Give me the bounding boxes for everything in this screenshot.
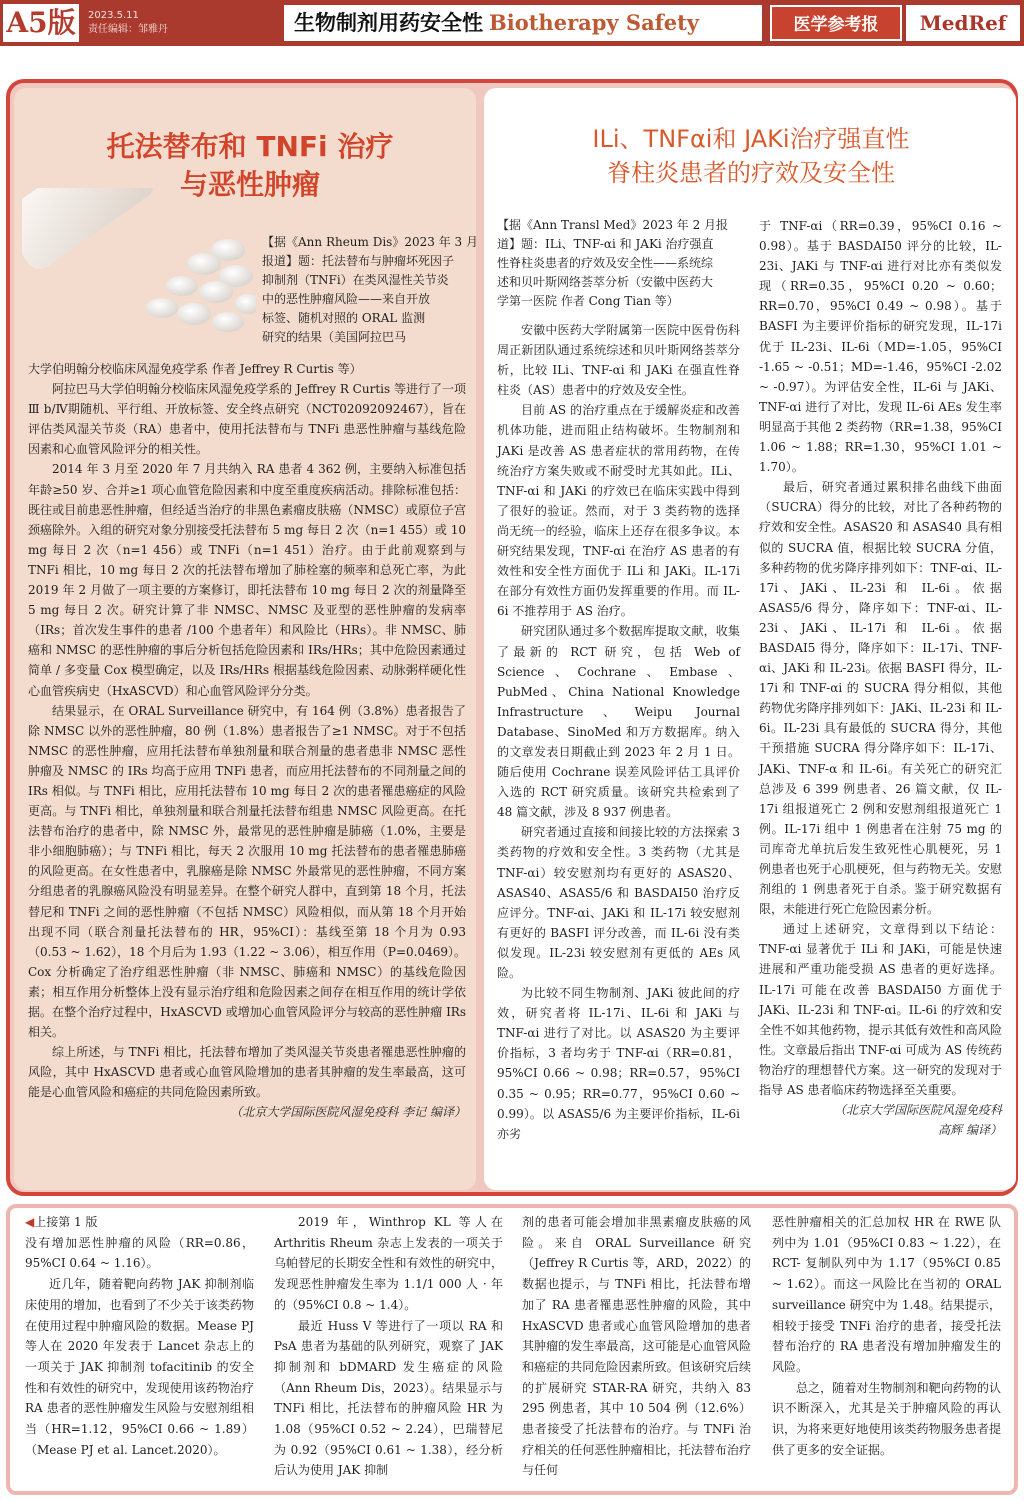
editor-credit: 责任编辑：邹雅丹 [88, 24, 168, 35]
left-title-line: 托法替布和 TNFi 治疗 [106, 130, 394, 163]
paragraph: 没有增加恶性肿瘤的风险（RR=0.86，95%CI 0.64 ~ 1.16）。 [25, 1235, 254, 1271]
continued-column-2 [274, 1212, 503, 1481]
paper-name-en: MedRef [906, 5, 1020, 41]
left-title-line: 与恶性肿瘤 [179, 168, 320, 201]
source-line: 报道】题：托法替布与肿瘤坏死因子 [262, 254, 455, 268]
source-line: 标签、随机对照的 ORAL 监测 [262, 311, 426, 325]
paragraph: 2014 年 3 月至 2020 年 7 月共纳入 RA 患者 4 362 例，主要纳入标准包括年龄≥50 岁、合并≥1 项心血管危险因素和中度至重度疾病活动。排除标准包括：既往或目前患恶性肿瘤，但经适当治疗的非黑色素瘤皮肤癌（NMSC）或原位子宫颈癌除外。入组的研究对象分别接受托法替布 5 mg 每日 2 次（n=1 455）或 10 mg 每日 2 次（n=1 456）或 TNFi（n=1 451）治疗。由于此前观察到与 TNFi 相比，10 mg 每日 2 次的托法替布增加了肺栓塞的频率和总死亡率，为此 2019 年 2 月做了一项主要的方案修订，即托法替布 10 mg 每日 2 次的剂量降至 5 mg 每日 2 次。研究计算了非 NMSC、NMSC 及亚型的恶性肿瘤的发病率（IRs；首次发生事件的患者 /100 个患者年）和风险比（HRs）。非 NMSC、肺癌和 NMSC 的恶性肿瘤的事后分析包括危险因素和 IRs/HRs；其中危险因素通过简单 / 多变量 Cox 模型确定，以及 IRs/HRs 根据基线危险因素、动脉粥样硬化性心血管疾病史（HxASCVD）和心血管风险评分分类。 [28, 462, 466, 698]
right-article-source [497, 216, 737, 311]
paragraph: 为比较不同生物制剂、JAKi 彼此间的疗效，研究者将 IL-17i、IL-6i 和 JAKi 与 TNF-αi 进行了对比。以 ASAS20 为主要评价指标，3 者均劣于 TNF-αi（RR=0.81，95%CI 0.66 ~ 0.98；RR=0.57，95%CI 0.35 ~ 0.95；RR=0.77，95%CI 0.60 ~ 0.99）。以 ASAS5/6 为主要评价指标，IL-6i 亦劣 [497, 986, 740, 1141]
paragraph: 总之，随着对生物制剂和靶向药物的认识不断深入，尤其是关于肿瘤风险的再认识，为将来更好地使用该类药物服务患者提供了更多的安全证据。 [772, 1380, 1001, 1457]
paragraph: 安徽中医药大学附属第一医院中医骨伤科周正新团队通过系统综述和贝叶斯网络荟萃分析，比较 ILi、TNF-αi 和 JAKi 在强直性脊柱炎（AS）患者中的疗效及安全性。 [497, 323, 740, 398]
left-article-body [28, 359, 466, 1123]
paper-name-cn: 医学参考报 [770, 5, 902, 41]
right-article-column-2 [759, 216, 1002, 1140]
paragraph: 近几年，随着靶向药物 JAK 抑制剂临床使用的增加，也看到了不少关于该类药物在使用过程中肿瘤风险的数据。Mease PJ 等人在 2020 年发表于 Lancet 杂志上的一项关于 JAK 抑制剂 tofacitinib 的安全性和有效性的研究中，发现使用该药物治疗 RA 患者的恶性肿瘤发生风险与安慰剂组相当（HR=1.12，95%CI 0.66 ~ 1.89）（Mease PJ et al. Lancet.2020）。 [25, 1277, 254, 1457]
source-line: 中的恶性肿瘤风险——来自开放 [262, 292, 431, 306]
source-line: 【据《Ann Transl Med》2023 年 2 月报 [497, 218, 729, 232]
section-title [284, 5, 762, 41]
source-line: 【据《Ann Rheum Dis》2023 年 3 月 [262, 235, 478, 249]
source-line: 道】题：ILi、TNF-αi 和 JAKi 治疗强直 [497, 237, 714, 251]
translator-signature: （北京大学国际医院风湿免疫科 李记 编译） [230, 1105, 466, 1120]
paragraph: 通过上述研究，文章得到以下结论：TNF-αi 显著优于 ILi 和 JAKi，可能是快速进展和严重功能受损 AS 患者的更好选择。IL-17i 可能在改善 BASDAI50 方面优于 JAKi、IL-23i 和 TNF-αi。IL-6i 的疗效和安全性不如其他药物，提示其低有效性和高风险性。文章最后指出 TNF-αi 可成为 AS 传统药物治疗的理想替代方案。这一研究的发现对于指导 AS 患者临床药物选择至关重要。 [759, 922, 1002, 1098]
paragraph: 目前 AS 的治疗重点在于缓解炎症和改善机体功能，进而阻止结构破坏。生物制剂和 JAKi 是改善 AS 患者症状的常用药物，在传统治疗方案失败或不耐受时尤其如此。ILi、TNF-αi 和 JAKi 的疗效已在临床实践中得到了很好的验证。然而，对于 3 类药物的选择尚无统一的经验，临床上还存在很多争议。本研究结果发现，TNF-αi 在治疗 AS 患者的有效性和安全性方面优于 ILi 和 JAKi。IL-17i 在部分有效性方面仍发挥重要的作用。而 IL-6i 不推荐用于 AS 治疗。 [497, 403, 740, 619]
left-article-title [60, 128, 440, 204]
right-article-title [506, 122, 996, 190]
source-line: 研究的结果（美国阿拉巴马 [262, 330, 407, 344]
continue-label-text: 上接第 1 版 [34, 1215, 98, 1229]
paragraph: 研究团队通过多个数据库提取文献，收集了最新的 RCT 研究，包括 Web of Science、Cochrane、Embase、PubMed、China National Knowledge Infrastructure、Weipu Journal Database、SinoMed 和万方数据库。纳入的文章发表日期截止到 2023 年 2 月 1 日。随后使用 Cochrane 误差风险评估工具评价入选的 RCT 研究质量。该研究共检索到了 48 篇文献，涉及 8 937 例患者。 [497, 624, 740, 820]
pill-bottle-illustration [22, 188, 256, 338]
paragraph: 于 TNF-αi（RR=0.39，95%CI 0.16 ~ 0.98）。基于 BASDAI50 评分的比较，IL-23i、JAKi 与 TNF-αi 进行对比亦有类似发现（RR=0.35，95%CI 0.20 ~ 0.60；RR=0.70，95%CI 0.49 ~ 0.98）。基于 BASFI 为主要评价指标的研究发现，IL-17i 优于 IL-23i、IL-6i（MD=-1.05，95%CI -1.65 ~ -0.51；MD=-1.46，95%CI -2.02 ~ -0.97）。为评估安全性，IL-6i 与 JAKi、TNF-αi 进行了对比，发现 IL-6i AEs 发生率明显高于其他 2 类药物（RR=1.38，95%CI 1.06 ~ 1.88；RR=1.30，95%CI 1.01 ~ 1.70）。 [759, 219, 1002, 475]
paragraph: 研究者通过直接和间接比较的方法探索 3 类药物的疗效和安全性。3 类药物（尤其是 TNF-αi）较安慰剂均有更好的 ASAS20、ASAS40、ASAS5/6 和 BASDAI50 治疗反应评分。TNF-αi、JAKi 和 IL-17i 较安慰剂有更好的 BASFI 评分改善，而 IL-6i 没有类似发现。IL-23i 较安慰剂有更低的 AEs 风险。 [497, 825, 740, 980]
edition-label: A5版 [3, 4, 79, 42]
paragraph: 恶性肿瘤相关的汇总加权 HR 在 RWE 队列中为 1.01（95%CI 0.83 ~ 1.22），在 RCT- 复制队列中为 1.17（95%CI 0.85 ~ 1.62）。而这一风险比在当初的 ORAL surveillance 研究中为 1.48。结果提示，相较于接受 TNFi 治疗的患者，接受托法替布治疗的 RA 患者没有增加肿瘤发生的风险。 [772, 1215, 1001, 1374]
section-title-en: Biotherapy Safety [489, 10, 699, 35]
right-title-line: ILi、TNFαi和 JAKi治疗强直性 [592, 125, 910, 153]
paragraph: 剂的患者可能会增加非黑素瘤皮肤癌的风险。来自 ORAL Surveillance 研究（Jeffrey R Curtis 等，ARD，2022）的数据也提示，与 TNFi 相比，托法替布增加了 RA 患者罹患恶性肿瘤的风险，其中 HxASCVD 患者或心血管风险增加的患者其肿瘤的发生率最高，这可能是心血管风险和癌症的共同危险因素所致。但该研究后续的扩展研究 STAR-RA 研究，共纳入 83 295 例患者，其中 10 504 例（12.6%）患者接受了托法替布的治疗。与 TNFi 治疗相关的任何恶性肿瘤相比，托法替布治疗与任何 [522, 1215, 751, 1478]
triangle-left-icon: ◀ [25, 1215, 35, 1229]
paragraph: 结果显示，在 ORAL Surveillance 研究中，有 164 例（3.8%）患者报告了除 NMSC 以外的恶性肿瘤，80 例（1.8%）患者报告了≥1 NMSC。对于不包括 NMSC 的恶性肿瘤，应用托法替布单独剂量和联合剂量的患者患非 NMSC 恶性肿瘤及 NMSC 的 IRs 均高于应用 TNFi 患者，而应用托法替布的不同剂量之间的 IRs 相似。与 TNFi 相比，应用托法替布 10 mg 每日 2 次的患者罹患癌症的风险更高。与 TNFi 相比，单独剂量和联合剂量托法替布组患 NMSC 风险更高。在托法替布治疗的患者中，除 NMSC 外，最常见的恶性肿瘤是肺癌（1.0%，主要是非小细胞肺癌）；与 TNFi 相比，每天 2 次服用 10 mg 托法替布的患者罹患肺癌的风险更高。在女性患者中，乳腺癌是除 NMSC 外最常见的恶性肿瘤，不同方案分组患者的乳腺癌风险没有明显差异。在整个研究人群中，直到第 18 个月，托法替尼和 TNFi 之间的恶性肿瘤（不包括 NMSC）风险相似，而从第 18 个月开始出现不同（联合剂量托法替布的 HR，95%CI）：基线至第 18 个月为 0.93（0.53 ~ 1.62），18 个月后为 1.93（1.22 ~ 3.06），相互作用（P=0.0469）。Cox 分析确定了治疗组恶性肿瘤（非 NMSC、肺癌和 NMSC）的基线危险因素；相互作用分析整体上没有显示治疗组和危险因素之间存在相互作用的统计学依据。在整个治疗过程中，HxASCVD 或增加心血管风险评分与较高的恶性肿瘤 IRs 相关。 [28, 703, 466, 1040]
translator-signature: （北京大学国际医院风湿免疫科 [833, 1103, 1002, 1118]
right-title-line: 脊柱炎患者的疗效及安全性 [607, 159, 895, 187]
issue-date: 2023.5.11 [88, 10, 139, 21]
source-line: 抑制剂（TNFi）在类风湿性关节炎 [262, 273, 449, 287]
paragraph: 2019 年，Winthrop KL 等人在 Arthritis Rheum 杂志上发表的一项关于乌帕替尼的长期安全性和有效性的研究中，发现恶性肿瘤发生率为 1.1/1 000 人 · 年的（95%CI 0.8 ~ 1.4）。 [274, 1215, 503, 1312]
issue-meta [88, 9, 168, 37]
right-article-column-1 [497, 320, 740, 1144]
continued-column-4 [772, 1212, 1001, 1460]
continued-column-1 [25, 1212, 254, 1460]
continue-label [25, 1212, 254, 1233]
continued-column-3 [522, 1212, 751, 1481]
paragraph: 综上所述，与 TNFi 相比，托法替布增加了类风湿关节炎患者罹患恶性肿瘤的风险，其中 HxASCVD 患者或心血管风险增加的患者其肿瘤的发生率最高，这可能是心血管风险和癌症的共同危险因素所致。 [28, 1045, 466, 1100]
left-article-source [262, 233, 478, 347]
source-line: 学第一医院 作者 Cong Tian 等） [497, 294, 679, 308]
paragraph: 最近 Huss V 等进行了一项以 RA 和 PsA 患者为基础的队列研究，观察了 JAK 抑制剂和 bDMARD 发生癌症的风险（Ann Rheum Dis，2023）。结果显示与 TNFi 相比，托法替布的肿瘤风险 HR 为 1.08（95%CI 0.52 ~ 2.24），巴瑞替尼为 0.92（95%CI 0.61 ~ 1.38），经分析后认为使用 JAK 抑制 [274, 1318, 503, 1478]
translator-signature: 高辉 编译） [938, 1123, 1002, 1138]
paragraph: 大学伯明翰分校临床风湿免疫学系 作者 Jeffrey R Curtis 等） [28, 362, 362, 376]
paragraph: 阿拉巴马大学伯明翰分校临床风湿免疫学系的 Jeffrey R Curtis 等进行了一项Ⅲ b/Ⅳ期随机、平行组、开放标签、安全终点研究（NCT02092092467），旨在评估类风湿关节炎（RA）患者中，使用托法替布与 TNFi 患恶性肿瘤与基线危险因素和心血管风险评分的相关性。 [28, 382, 466, 457]
source-line: 述和贝叶斯网络荟萃分析（安徽中医药大 [497, 275, 714, 289]
section-title-cn: 生物制剂用药安全性 [294, 10, 483, 35]
paragraph: 最后，研究者通过累积排名曲线下曲面（SUCRA）得分的比较，对比了各种药物的疗效和安全性。ASAS20 和 ASAS40 具有相似的 SUCRA 值，根据比较 SUCRA 分值，多种药物的优劣降序排列如下：TNF-αi、IL-17i、JAKi、IL-23i 和 IL-6i。依据 ASAS5/6 得分，降序如下：TNF-αi、IL-23i、JAKi、IL-17i 和 IL-6i。依据 BASDAI5 得分，降序如下：IL-17i、TNF-αi、JAKi 和 IL-23i。依据 BASFI 得分，IL-17i 和 TNF-αi 的 SUCRA 得分相似，其他药物优劣降序排列如下：JAKi、IL-23i 和 IL-6i。IL-23i 具有最低的 SUCRA 得分，其他干预措施 SUCRA 得分降序如下：IL-17i、JAKi、TNF-α 和 IL-6i。有关死亡的研究汇总涉及 6 399 例患者、26 篇文献，仅 IL-17i 组报道死亡 2 例和安慰剂组报道死亡 1 例。IL-17i 组中 1 例患者在注射 75 mg 的司库奇尤单抗后发生致死性心肌梗死，另 1 例患者也死于心肌梗死，但与药物无关。安慰剂组的 1 例患者死于自杀。鉴于研究数据有限，未能进行死亡危险因素分析。 [759, 480, 1002, 917]
source-line: 性脊柱炎患者的疗效及安全性——系统综 [497, 256, 714, 270]
